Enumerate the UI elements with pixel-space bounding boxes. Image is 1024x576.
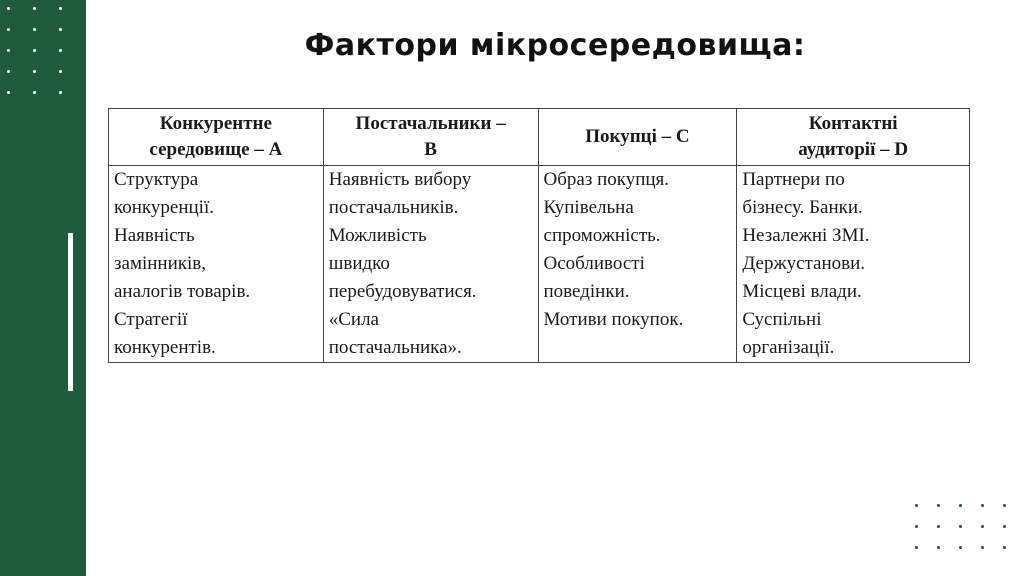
dot bbox=[915, 525, 918, 528]
cell-line: бізнесу. Банки. bbox=[742, 197, 863, 218]
dot bbox=[1003, 525, 1006, 528]
header-suppliers bbox=[323, 109, 538, 166]
dot bbox=[937, 504, 940, 507]
cell-line: постачальників. bbox=[328, 197, 459, 218]
cell-line: конкурентів. bbox=[114, 337, 216, 358]
dot bbox=[33, 7, 36, 10]
cell-customers bbox=[538, 166, 737, 363]
cell-line: Партнери по bbox=[742, 169, 845, 190]
cell-line: Наявність вибору bbox=[328, 169, 472, 190]
cell-line: «Сила bbox=[328, 309, 379, 330]
cell-competitive-environment bbox=[109, 166, 324, 363]
factors-table bbox=[108, 108, 970, 363]
cell-line: швидко bbox=[328, 253, 390, 274]
dot bbox=[959, 504, 962, 507]
cell-line: Місцеві влади. bbox=[742, 281, 862, 302]
table-header-row bbox=[109, 109, 970, 166]
cell-line: Стратегії bbox=[114, 309, 188, 330]
dot bbox=[7, 7, 10, 10]
cell-line: організації. bbox=[742, 337, 835, 358]
cell-suppliers bbox=[323, 166, 538, 363]
header-line: Постачальники – bbox=[355, 113, 506, 134]
dot bbox=[7, 91, 10, 94]
cell-line: конкуренції. bbox=[114, 197, 214, 218]
header-competitive-environment bbox=[109, 109, 324, 166]
cell-line: спроможність. bbox=[543, 225, 661, 246]
slide-title: Фактори мікросередовища: bbox=[304, 28, 806, 63]
sidebar-panel bbox=[0, 0, 86, 576]
dot bbox=[59, 70, 62, 73]
header-contact-audiences bbox=[737, 109, 970, 166]
dot bbox=[915, 546, 918, 549]
dot bbox=[33, 70, 36, 73]
header-line: Конкурентне bbox=[159, 113, 272, 134]
table-row bbox=[109, 166, 970, 363]
dot bbox=[937, 546, 940, 549]
cell-line: Держустанови. bbox=[742, 253, 866, 274]
cell-line: перебудовуватися. bbox=[328, 281, 477, 302]
header-line: аудиторії – D bbox=[798, 139, 909, 160]
cell-line: Можливість bbox=[328, 225, 427, 246]
header-line: Контактні bbox=[808, 113, 898, 134]
cell-line: аналогів товарів. bbox=[114, 281, 251, 302]
dot bbox=[959, 546, 962, 549]
cell-line: Мотиви покупок. bbox=[543, 309, 684, 330]
dot bbox=[1003, 504, 1006, 507]
cell-line: Структура bbox=[114, 169, 199, 190]
accent-bar bbox=[68, 233, 73, 391]
dot bbox=[981, 504, 984, 507]
cell-line: замінників, bbox=[114, 253, 206, 274]
dot bbox=[59, 7, 62, 10]
dot bbox=[937, 525, 940, 528]
dot bbox=[33, 91, 36, 94]
decorative-dot-grid-bottom bbox=[914, 503, 1024, 550]
header-line: середовище – А bbox=[149, 139, 283, 160]
cell-line: Особливості bbox=[543, 253, 645, 274]
dot bbox=[981, 525, 984, 528]
cell-contact-audiences bbox=[737, 166, 970, 363]
header-line: Покупці – С bbox=[585, 126, 690, 147]
cell-line: Наявність bbox=[114, 225, 195, 246]
cell-line: Суспільні bbox=[742, 309, 822, 330]
dot bbox=[981, 546, 984, 549]
cell-line: Образ покупця. bbox=[543, 169, 670, 190]
dot bbox=[915, 504, 918, 507]
cell-line: Незалежні ЗМІ. bbox=[742, 225, 870, 246]
cell-line: постачальника». bbox=[328, 337, 462, 358]
cell-line: поведінки. bbox=[543, 281, 630, 302]
header-customers bbox=[538, 109, 737, 166]
header-line: В bbox=[424, 139, 437, 160]
dot bbox=[1003, 546, 1006, 549]
dot bbox=[7, 70, 10, 73]
dot bbox=[959, 525, 962, 528]
cell-line: Купівельна bbox=[543, 197, 634, 218]
dot bbox=[59, 91, 62, 94]
